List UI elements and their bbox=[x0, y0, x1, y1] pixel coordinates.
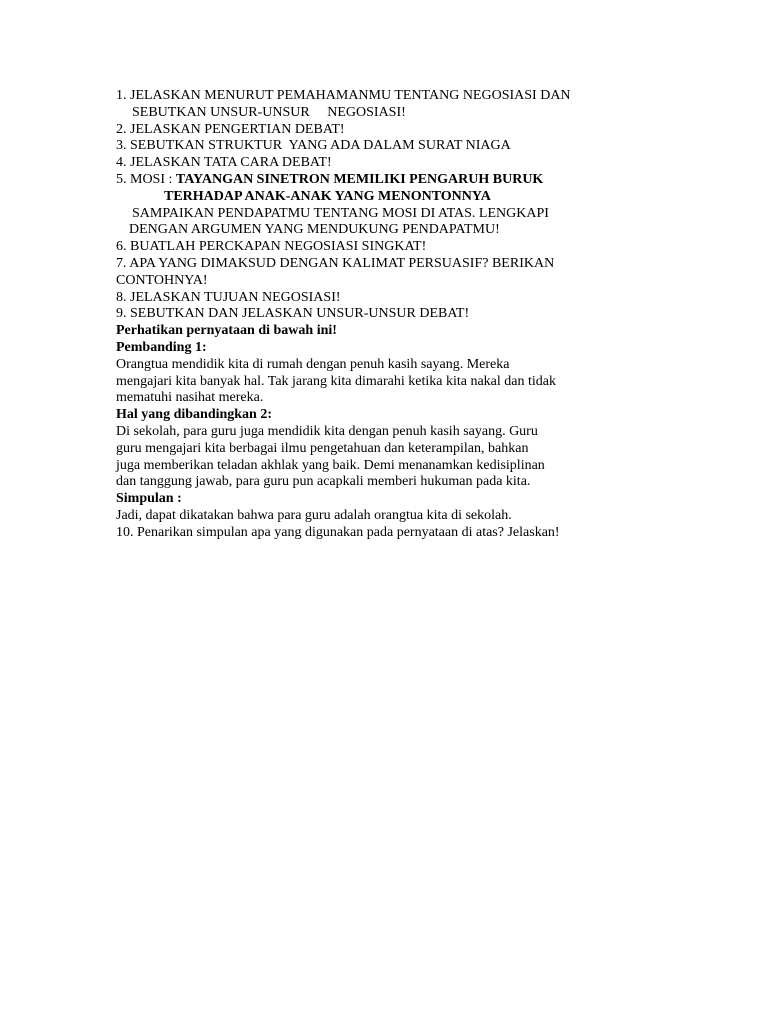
dibandingkan-line: dan tanggung jawab, para guru pun acapkali memberi hukuman pada kita. bbox=[116, 474, 531, 490]
question-10: 10. Penarikan simpulan apa yang digunakan pada pernyataan di atas? Jelaskan! bbox=[116, 524, 560, 540]
question-4: 4. JELASKAN TATA CARA DEBAT! bbox=[116, 155, 332, 171]
question-5-line-1 bbox=[116, 172, 636, 189]
simpulan-heading: Simpulan : bbox=[116, 491, 182, 507]
dibandingkan-line: juga memberikan teladan akhlak yang baik. Demi menanamkan kedisiplinan bbox=[116, 457, 545, 473]
question-2: 2. JELASKAN PENGERTIAN DEBAT! bbox=[116, 121, 345, 137]
question-7-line-2: CONTOHNYA! bbox=[116, 272, 208, 288]
question-3: 3. SEBUTKAN STRUKTUR YANG ADA DALAM SURAT NIAGA bbox=[116, 138, 511, 154]
question-5-prefix: 5. MOSI : bbox=[116, 171, 176, 187]
question-5-line-4: DENGAN ARGUMEN YANG MENDUKUNG PENDAPATMU! bbox=[129, 222, 500, 238]
question-6: 6. BUATLAH PERCKAPAN NEGOSIASI SINGKAT! bbox=[116, 239, 427, 255]
document-body bbox=[116, 88, 636, 542]
pembanding-line: Orangtua mendidik kita di rumah dengan penuh kasih sayang. Mereka bbox=[116, 356, 510, 372]
pembanding-line: mengajari kita banyak hal. Tak jarang kita dimarahi ketika kita nakal dan tidak bbox=[116, 373, 556, 389]
question-5-mosi-line-1: TAYANGAN SINETRON MEMILIKI PENGARUH BURUK bbox=[175, 171, 544, 187]
simpulan-line: Jadi, dapat dikatakan bahwa para guru adalah orangtua kita di sekolah. bbox=[116, 507, 512, 523]
question-9: 9. SEBUTKAN DAN JELASKAN UNSUR-UNSUR DEBAT! bbox=[116, 306, 470, 322]
question-8: 8. JELASKAN TUJUAN NEGOSIASI! bbox=[116, 289, 341, 305]
pembanding-heading: Pembanding 1: bbox=[116, 339, 207, 355]
passage-instruction: Perhatikan pernyataan di bawah ini! bbox=[116, 323, 337, 339]
dibandingkan-line: Di sekolah, para guru juga mendidik kita dengan penuh kasih sayang. Guru bbox=[116, 423, 538, 439]
question-1-line-2: SEBUTKAN UNSUR-UNSUR NEGOSIASI! bbox=[132, 104, 406, 120]
question-5-mosi-line-2: TERHADAP ANAK-ANAK YANG MENONTONNYA bbox=[164, 188, 491, 204]
question-5-line-3: SAMPAIKAN PENDAPATMU TENTANG MOSI DI ATAS. LENGKAPI bbox=[132, 205, 549, 221]
dibandingkan-line: guru mengajari kita berbagai ilmu pengetahuan dan keterampilan, bahkan bbox=[116, 440, 529, 456]
dibandingkan-heading: Hal yang dibandingkan 2: bbox=[116, 407, 273, 423]
pembanding-line: mematuhi nasihat mereka. bbox=[116, 390, 264, 406]
question-1-line-1: 1. JELASKAN MENURUT PEMAHAMANMU TENTANG NEGOSIASI DAN bbox=[116, 88, 571, 103]
question-7-line-1: 7. APA YANG DIMAKSUD DENGAN KALIMAT PERSUASIF? BERIKAN bbox=[116, 255, 555, 271]
